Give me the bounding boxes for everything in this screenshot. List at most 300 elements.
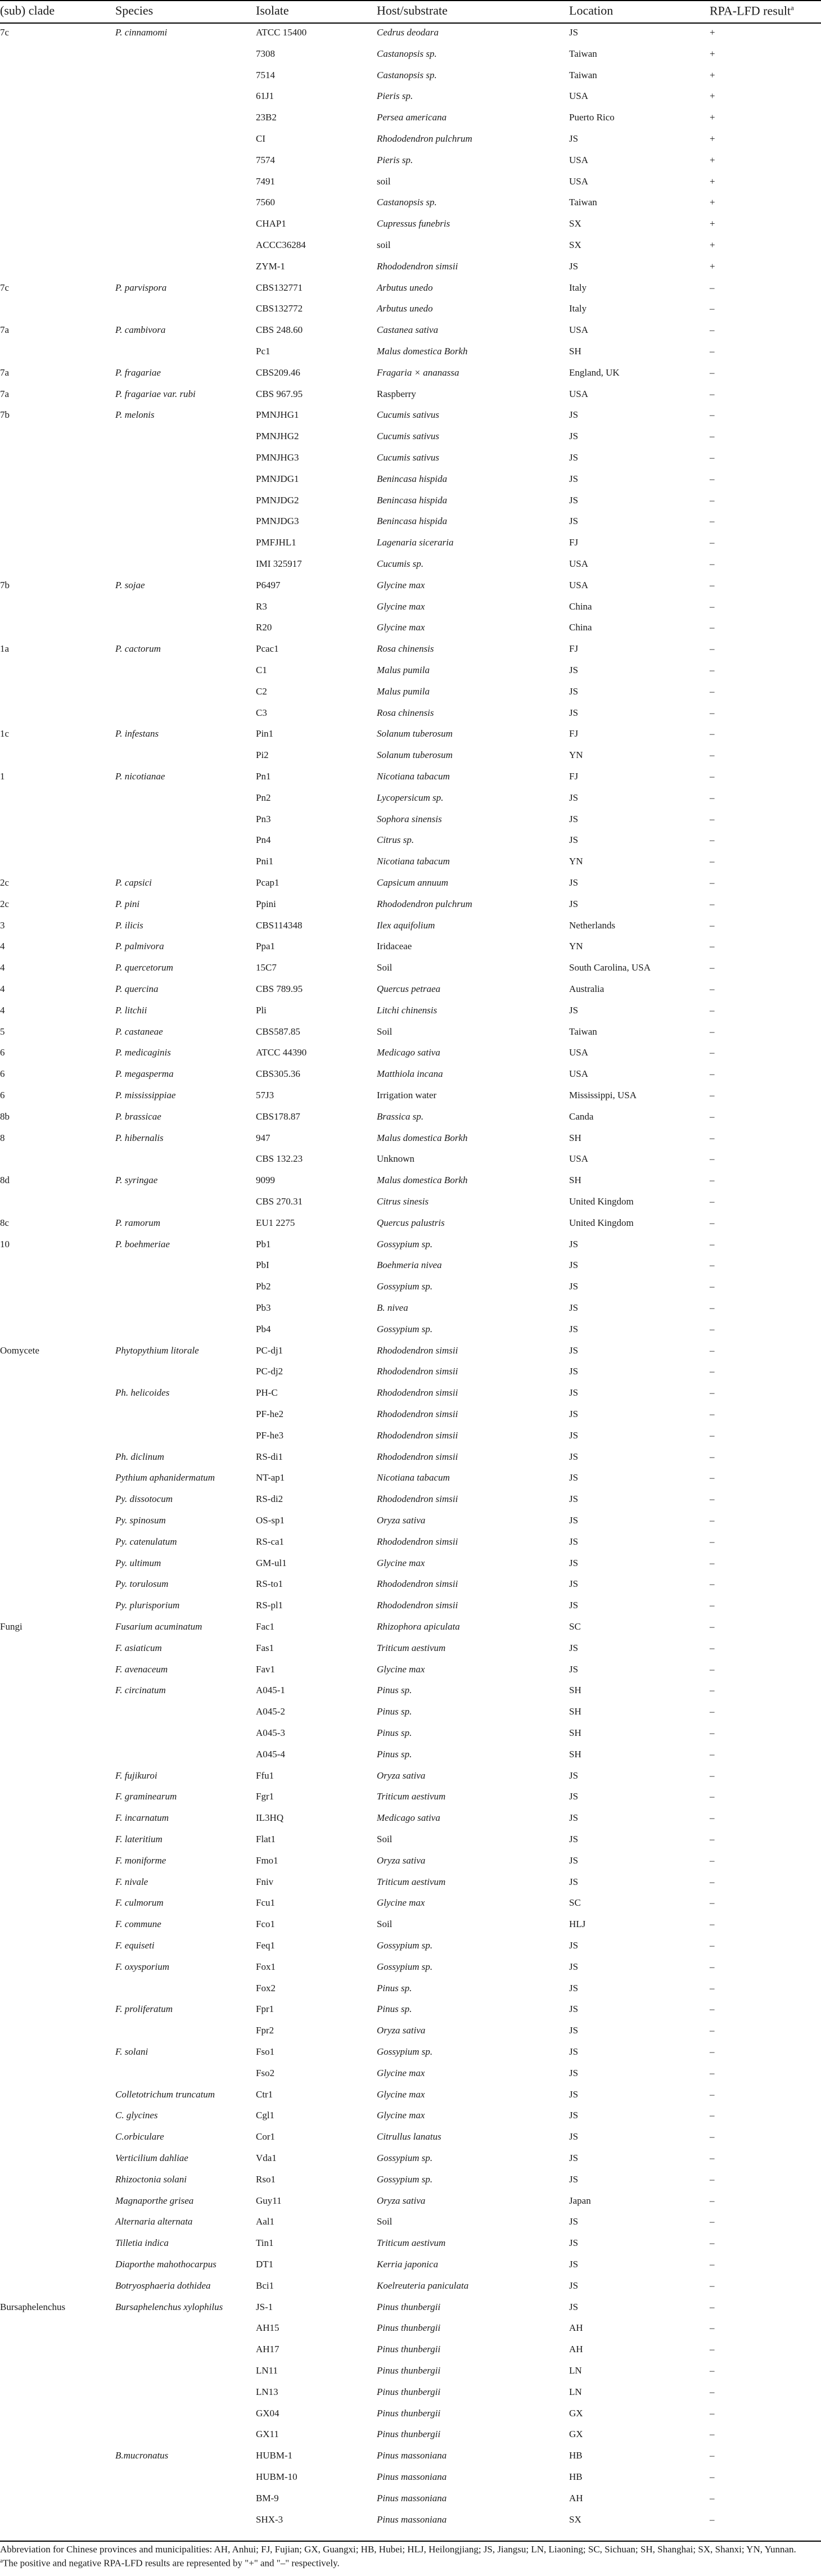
cell-result: – — [710, 643, 715, 654]
cell-host: Raspberry — [377, 389, 416, 399]
cell-location: AH — [569, 2322, 583, 2333]
cell-host: Castanopsis sp. — [377, 48, 437, 59]
cell-location: Canda — [569, 1111, 594, 1122]
cell-result: – — [710, 2514, 715, 2525]
cell-result: + — [710, 176, 715, 187]
cell-species: F. commune — [115, 1919, 161, 1929]
cell-location: JS — [569, 2110, 579, 2121]
header-species-label: Species — [115, 3, 154, 17]
cell-isolate: Cgl1 — [256, 2110, 275, 2121]
cell-host: Citrus sp. — [377, 834, 414, 845]
cell-species: Ph. diclinum — [115, 1451, 164, 1462]
cell-location: JS — [569, 2216, 579, 2227]
cell-isolate: PMNJHG3 — [256, 452, 299, 463]
header-location — [569, 3, 613, 18]
cell-location: JS — [569, 2025, 579, 2036]
cell-result: – — [710, 2408, 715, 2419]
cell-result: – — [710, 2471, 715, 2482]
cell-location: JS — [569, 1578, 579, 1589]
cell-host: Rhododendron simsii — [377, 1430, 458, 1441]
header-clade-label: (sub) clade — [0, 3, 55, 17]
cell-result: + — [710, 48, 715, 59]
cell-result: – — [710, 686, 715, 697]
cell-isolate: Ctr1 — [256, 2089, 273, 2100]
cell-isolate: Pb2 — [256, 1281, 271, 1292]
cell-clade: Oomycete — [0, 1345, 39, 1356]
cell-host: Benincasa hispida — [377, 495, 448, 506]
cell-host: Oryza sativa — [377, 1855, 426, 1866]
cell-isolate: 947 — [256, 1133, 270, 1143]
cell-location: United Kingdom — [569, 1196, 634, 1207]
cell-result: – — [710, 2237, 715, 2248]
cell-location: FJ — [569, 537, 579, 548]
cell-result: – — [710, 580, 715, 590]
cell-result: – — [710, 1026, 715, 1037]
cell-location: England, UK — [569, 367, 620, 378]
cell-host: Castanopsis sp. — [377, 197, 437, 207]
cell-host: Rhododendron simsii — [377, 261, 458, 272]
cell-species: F. moniforme — [115, 1855, 166, 1866]
cell-species: P. nicotianae — [115, 771, 165, 782]
cell-species: F. asiaticum — [115, 1643, 162, 1653]
cell-result: – — [710, 2216, 715, 2227]
cell-location: USA — [569, 1153, 589, 1164]
cell-isolate: P6497 — [256, 580, 281, 590]
cell-result: – — [710, 537, 715, 548]
cell-location: USA — [569, 176, 589, 187]
cell-location: USA — [569, 155, 589, 165]
cell-species: P. pini — [115, 899, 140, 909]
cell-isolate: CBS587.85 — [256, 1026, 300, 1037]
cell-location: JS — [569, 2046, 579, 2057]
cell-isolate: Fcu1 — [256, 1897, 275, 1908]
header-location-label: Location — [569, 3, 614, 17]
cell-result: – — [710, 1430, 715, 1441]
cell-host: Citrullus lanatus — [377, 2131, 441, 2142]
cell-isolate: EU1 2275 — [256, 1217, 295, 1228]
cell-species: Py. spinosum — [115, 1515, 166, 1526]
cell-location: JS — [569, 409, 579, 420]
cell-host: Pinus thunbergii — [377, 2302, 441, 2312]
cell-location: JS — [569, 2004, 579, 2014]
cell-host: Arbutus unedo — [377, 282, 433, 293]
cell-host: Gossypium sp. — [377, 1324, 433, 1334]
cell-result: – — [710, 1068, 715, 1079]
cell-species: Fusarium acuminatum — [115, 1621, 202, 1632]
cell-location: JS — [569, 452, 579, 463]
cell-result: – — [710, 1451, 715, 1462]
cell-location: JS — [569, 686, 579, 697]
cell-host: Glycine max — [377, 1558, 425, 1568]
cell-host: Pinus sp. — [377, 2004, 412, 2014]
cell-clade: 8c — [0, 1217, 10, 1228]
cell-location: Taiwan — [569, 1026, 597, 1037]
cell-clade: 1 — [0, 771, 5, 782]
cell-isolate: 15C7 — [256, 962, 277, 973]
cell-location: AH — [569, 2493, 583, 2503]
cell-host: Quercus petraea — [377, 984, 441, 994]
cell-species: F. circinatum — [115, 1685, 166, 1695]
cell-location: JS — [569, 1409, 579, 1419]
cell-location: JS — [569, 2259, 579, 2270]
cell-result: – — [710, 1047, 715, 1058]
cell-host: Cucumis sp. — [377, 558, 424, 569]
cell-result: – — [710, 2302, 715, 2312]
cell-host: Pinus thunbergii — [377, 2429, 441, 2439]
cell-host: Pinus sp. — [377, 1983, 412, 1993]
cell-host: Castanea sativa — [377, 324, 439, 335]
cell-isolate: 7574 — [256, 155, 275, 165]
cell-host: Glycine max — [377, 1897, 425, 1908]
cell-host: Gossypium sp. — [377, 1239, 433, 1249]
header-isolate-label: Isolate — [256, 3, 289, 17]
cell-location: JS — [569, 899, 579, 909]
cell-isolate: CBS178.87 — [256, 1111, 300, 1122]
cell-host: Malus domestica Borkh — [377, 1175, 468, 1185]
cell-isolate: Fpr1 — [256, 2004, 274, 2014]
cell-result: – — [710, 409, 715, 420]
cell-location: JS — [569, 1366, 579, 1377]
cell-location: Puerto Rico — [569, 112, 615, 123]
cell-location: JS — [569, 834, 579, 845]
cell-species: P. infestans — [115, 728, 159, 739]
cell-isolate: GM-ul1 — [256, 1558, 287, 1568]
cell-location: GX — [569, 2408, 583, 2419]
cell-isolate: CHAP1 — [256, 218, 286, 229]
cell-host: Gossypium sp. — [377, 2153, 433, 2163]
cell-species: Colletotrichum truncatum — [115, 2089, 215, 2100]
cell-isolate: AH15 — [256, 2322, 279, 2333]
cell-species: P. melonis — [115, 409, 155, 420]
cell-location: SC — [569, 1621, 581, 1632]
cell-species: P. mississippiae — [115, 1090, 176, 1100]
cell-host: Kerria japonica — [377, 2259, 439, 2270]
cell-location: JS — [569, 2280, 579, 2291]
cell-result: – — [710, 2089, 715, 2100]
cell-result: – — [710, 2174, 715, 2185]
cell-location: FJ — [569, 771, 579, 782]
cell-isolate: Bci1 — [256, 2280, 274, 2291]
cell-result: – — [710, 1983, 715, 1993]
cell-location: Taiwan — [569, 70, 597, 80]
cell-host: Pinus massoniana — [377, 2493, 447, 2503]
cell-location: JS — [569, 1451, 579, 1462]
cell-isolate: OS-sp1 — [256, 1515, 285, 1526]
cell-isolate: CI — [256, 133, 265, 144]
cell-clade: 8d — [0, 1175, 10, 1185]
cell-location: SH — [569, 346, 581, 357]
cell-location: SH — [569, 1727, 581, 1738]
cell-result: – — [710, 516, 715, 526]
cell-host: Rhododendron simsii — [377, 1387, 458, 1398]
cell-isolate: PMNJHG2 — [256, 431, 299, 441]
cell-species: F. nivale — [115, 1876, 148, 1887]
cell-clade: 7c — [0, 282, 10, 293]
cell-result: – — [710, 1494, 715, 1504]
cell-species: Bursaphelenchus xylophilus — [115, 2302, 223, 2312]
cell-isolate: CBS114348 — [256, 920, 303, 931]
cell-clade: 6 — [0, 1068, 5, 1079]
cell-location: Italy — [569, 303, 587, 314]
cell-host: Pinus thunbergii — [377, 2322, 441, 2333]
footnote-mark: a — [0, 2557, 3, 2564]
cell-species: P. boehmeriae — [115, 1239, 170, 1249]
cell-species: P. castaneae — [115, 1026, 163, 1037]
cell-result: – — [710, 2195, 715, 2206]
cell-result: – — [710, 1558, 715, 1568]
cell-clade: 2c — [0, 877, 10, 888]
cell-isolate: CBS132771 — [256, 282, 303, 293]
cell-host: Rhododendron simsii — [377, 1451, 458, 1462]
cell-result: – — [710, 1366, 715, 1377]
cell-result: – — [710, 2280, 715, 2291]
cell-isolate: 7560 — [256, 197, 275, 207]
cell-isolate: Pi2 — [256, 750, 269, 760]
cell-location: JS — [569, 1770, 579, 1781]
cell-location: JS — [569, 1876, 579, 1887]
footnote-result-note — [0, 2557, 340, 2569]
cell-host: B. nivea — [377, 1302, 408, 1313]
cell-result: – — [710, 1749, 715, 1760]
cell-host: Iridaceae — [377, 941, 412, 951]
cell-result: – — [710, 984, 715, 994]
cell-isolate: Fox2 — [256, 1983, 276, 1993]
cell-result: – — [710, 431, 715, 441]
cell-isolate: GX04 — [256, 2408, 279, 2419]
bottom-rule — [0, 2541, 821, 2542]
cell-location: JS — [569, 133, 579, 144]
cell-result: – — [710, 1600, 715, 1610]
cell-isolate: RS-to1 — [256, 1578, 283, 1589]
cell-species: Phytopythium litorale — [115, 1345, 199, 1356]
cell-host: Irrigation water — [377, 1090, 437, 1100]
cell-result: – — [710, 601, 715, 612]
cell-host: Pinus thunbergii — [377, 2408, 441, 2419]
cell-species: P. litchii — [115, 1005, 147, 1016]
cell-result: – — [710, 1111, 715, 1122]
cell-host: Triticum aestivum — [377, 1791, 446, 1802]
cell-species: P. ilicis — [115, 920, 143, 931]
cell-host: Solanum tuberosum — [377, 728, 453, 739]
cell-host: Citrus sinesis — [377, 1196, 429, 1207]
cell-isolate: PH-C — [256, 1387, 278, 1398]
cell-clade: 8 — [0, 1133, 5, 1143]
cell-isolate: Vda1 — [256, 2153, 277, 2163]
cell-location: JS — [569, 1515, 579, 1526]
cell-location: JS — [569, 2068, 579, 2078]
cell-isolate: CBS209.46 — [256, 367, 300, 378]
cell-species: P. cambivora — [115, 324, 166, 335]
cell-location: JS — [569, 1472, 579, 1483]
cell-result: – — [710, 1876, 715, 1887]
cell-host: Malus domestica Borkh — [377, 1133, 468, 1143]
cell-isolate: PMNJDG3 — [256, 516, 299, 526]
cell-host: Glycine max — [377, 1664, 425, 1675]
cell-host: Benincasa hispida — [377, 516, 448, 526]
cell-host: Pinus sp. — [377, 1706, 412, 1717]
cell-location: JS — [569, 2089, 579, 2100]
cell-clade: 7b — [0, 409, 10, 420]
cell-result: + — [710, 240, 715, 250]
cell-clade: 5 — [0, 1026, 5, 1037]
cell-host: Pinus thunbergii — [377, 2365, 441, 2376]
cell-location: JS — [569, 1239, 579, 1249]
cell-host: Pinus massoniana — [377, 2514, 447, 2525]
cell-result: – — [710, 1791, 715, 1802]
cell-location: JS — [569, 1430, 579, 1441]
cell-species: F. culmorum — [115, 1897, 164, 1908]
cell-isolate: LN11 — [256, 2365, 278, 2376]
cell-result: – — [710, 2493, 715, 2503]
cell-isolate: HUBM-1 — [256, 2450, 293, 2461]
cell-species: F. solani — [115, 2046, 148, 2057]
cell-result: – — [710, 665, 715, 675]
cell-species: F. equiseti — [115, 1940, 155, 1951]
cell-result: – — [710, 1196, 715, 1207]
cell-result: – — [710, 962, 715, 973]
cell-result: – — [710, 2322, 715, 2333]
cell-location: YN — [569, 750, 583, 760]
cell-isolate: PMNJHG1 — [256, 409, 299, 420]
cell-location: Taiwan — [569, 197, 597, 207]
top-rule — [0, 0, 821, 1]
cell-location: FJ — [569, 643, 579, 654]
cell-location: Australia — [569, 984, 605, 994]
cell-species: P. palmivora — [115, 941, 164, 951]
cell-isolate: 7308 — [256, 48, 275, 59]
cell-location: USA — [569, 558, 589, 569]
header-rule — [0, 22, 821, 24]
cell-location: SX — [569, 218, 581, 229]
cell-host: Rhododendron simsii — [377, 1536, 458, 1547]
cell-result: + — [710, 218, 715, 229]
cell-species: Py. dissotocum — [115, 1494, 173, 1504]
cell-host: Soil — [377, 1834, 393, 1844]
footnote-abbreviations-text: Abbreviation for Chinese provinces and municipalities: AH, Anhui; FJ, Fujian; GX, Guangxi; HB, Hubei; HLJ, Heilongjiang; JS, Jiangsu; LN, Liaoning; SC, Sichuan; SH, Shanghai; SX, Shanxi; YN, Yunnan. — [0, 2544, 796, 2555]
cell-result: – — [710, 1961, 715, 1972]
cell-host: Quercus palustris — [377, 1217, 445, 1228]
cell-host: Koelreuteria paniculata — [377, 2280, 469, 2291]
cell-location: AH — [569, 2344, 583, 2354]
cell-location: USA — [569, 580, 589, 590]
cell-isolate: PMNJDG2 — [256, 495, 299, 506]
cell-host: Rhododendron simsii — [377, 1578, 458, 1589]
cell-location: JS — [569, 665, 579, 675]
cell-result: – — [710, 1133, 715, 1143]
cell-isolate: CBS 270.31 — [256, 1196, 303, 1207]
cell-result: – — [710, 1770, 715, 1781]
cell-location: JS — [569, 431, 579, 441]
cell-isolate: ZYM-1 — [256, 261, 285, 272]
cell-species: F. graminearum — [115, 1791, 177, 1802]
cell-result: – — [710, 1387, 715, 1398]
cell-host: Glycine max — [377, 2110, 425, 2121]
cell-isolate: A045-4 — [256, 1749, 285, 1760]
cell-location: JS — [569, 473, 579, 484]
cell-isolate: Feq1 — [256, 1940, 275, 1951]
cell-species: P. brassicae — [115, 1111, 161, 1122]
cell-isolate: Pb4 — [256, 1324, 271, 1334]
cell-isolate: C3 — [256, 707, 267, 718]
cell-host: Pinus sp. — [377, 1685, 412, 1695]
cell-host: Soil — [377, 962, 393, 973]
cell-host: Brassica sp. — [377, 1111, 424, 1122]
cell-result: – — [710, 771, 715, 782]
cell-result: – — [710, 303, 715, 314]
cell-result: – — [710, 1621, 715, 1632]
cell-host: Triticum aestivum — [377, 1876, 446, 1887]
cell-isolate: CBS305.36 — [256, 1068, 300, 1079]
cell-isolate: IMI 325917 — [256, 558, 302, 569]
cell-result: – — [710, 622, 715, 633]
cell-isolate: C2 — [256, 686, 267, 697]
cell-clade: 2c — [0, 899, 10, 909]
cell-result: – — [710, 1217, 715, 1228]
cell-result: – — [710, 495, 715, 506]
cell-location: USA — [569, 389, 589, 399]
cell-result: + — [710, 197, 715, 207]
cell-isolate: CBS 789.95 — [256, 984, 303, 994]
cell-species: P. cinnamomi — [115, 27, 168, 38]
cell-location: JS — [569, 1940, 579, 1951]
cell-host: Arbutus unedo — [377, 303, 433, 314]
cell-isolate: Tin1 — [256, 2237, 274, 2248]
cell-location: JS — [569, 1600, 579, 1610]
cell-isolate: Fso1 — [256, 2046, 275, 2057]
cell-species: F. lateritium — [115, 1834, 163, 1844]
cell-host: soil — [377, 240, 391, 250]
cell-isolate: Cor1 — [256, 2131, 275, 2142]
cell-result: – — [710, 1409, 715, 1419]
cell-host: Rosa chinensis — [377, 707, 434, 718]
cell-result: – — [710, 1153, 715, 1164]
cell-isolate: Guy11 — [256, 2195, 282, 2206]
cell-result: – — [710, 1281, 715, 1292]
cell-isolate: SHX-3 — [256, 2514, 283, 2525]
cell-result: – — [710, 1302, 715, 1313]
cell-location: United Kingdom — [569, 1217, 634, 1228]
cell-host: Gossypium sp. — [377, 2174, 433, 2185]
cell-result: – — [710, 1727, 715, 1738]
cell-location: FJ — [569, 728, 579, 739]
cell-location: JS — [569, 1494, 579, 1504]
cell-species: B.mucronatus — [115, 2450, 169, 2461]
cell-location: USA — [569, 91, 589, 101]
cell-species: P. hibernalis — [115, 1133, 164, 1143]
cell-isolate: Pcac1 — [256, 643, 279, 654]
cell-result: + — [710, 133, 715, 144]
cell-location: Mississippi, USA — [569, 1090, 637, 1100]
cell-host: Sophora sinensis — [377, 814, 442, 824]
cell-result: – — [710, 282, 715, 293]
cell-location: South Carolina, USA — [569, 962, 651, 973]
cell-species: P. fragariae — [115, 367, 161, 378]
cell-host: Nicotiana tabacum — [377, 771, 450, 782]
cell-location: SX — [569, 240, 581, 250]
cell-result: + — [710, 27, 715, 38]
cell-location: SH — [569, 1175, 581, 1185]
cell-result: – — [710, 1919, 715, 1929]
cell-location: JS — [569, 2174, 579, 2185]
cell-isolate: Ppini — [256, 899, 276, 909]
cell-isolate: PF-he2 — [256, 1409, 284, 1419]
cell-result: – — [710, 367, 715, 378]
cell-species: Ph. helicoides — [115, 1387, 170, 1398]
cell-result: + — [710, 112, 715, 123]
cell-result: – — [710, 856, 715, 867]
cell-isolate: ATCC 15400 — [256, 27, 307, 38]
cell-host: Rhododendron pulchrum — [377, 899, 472, 909]
